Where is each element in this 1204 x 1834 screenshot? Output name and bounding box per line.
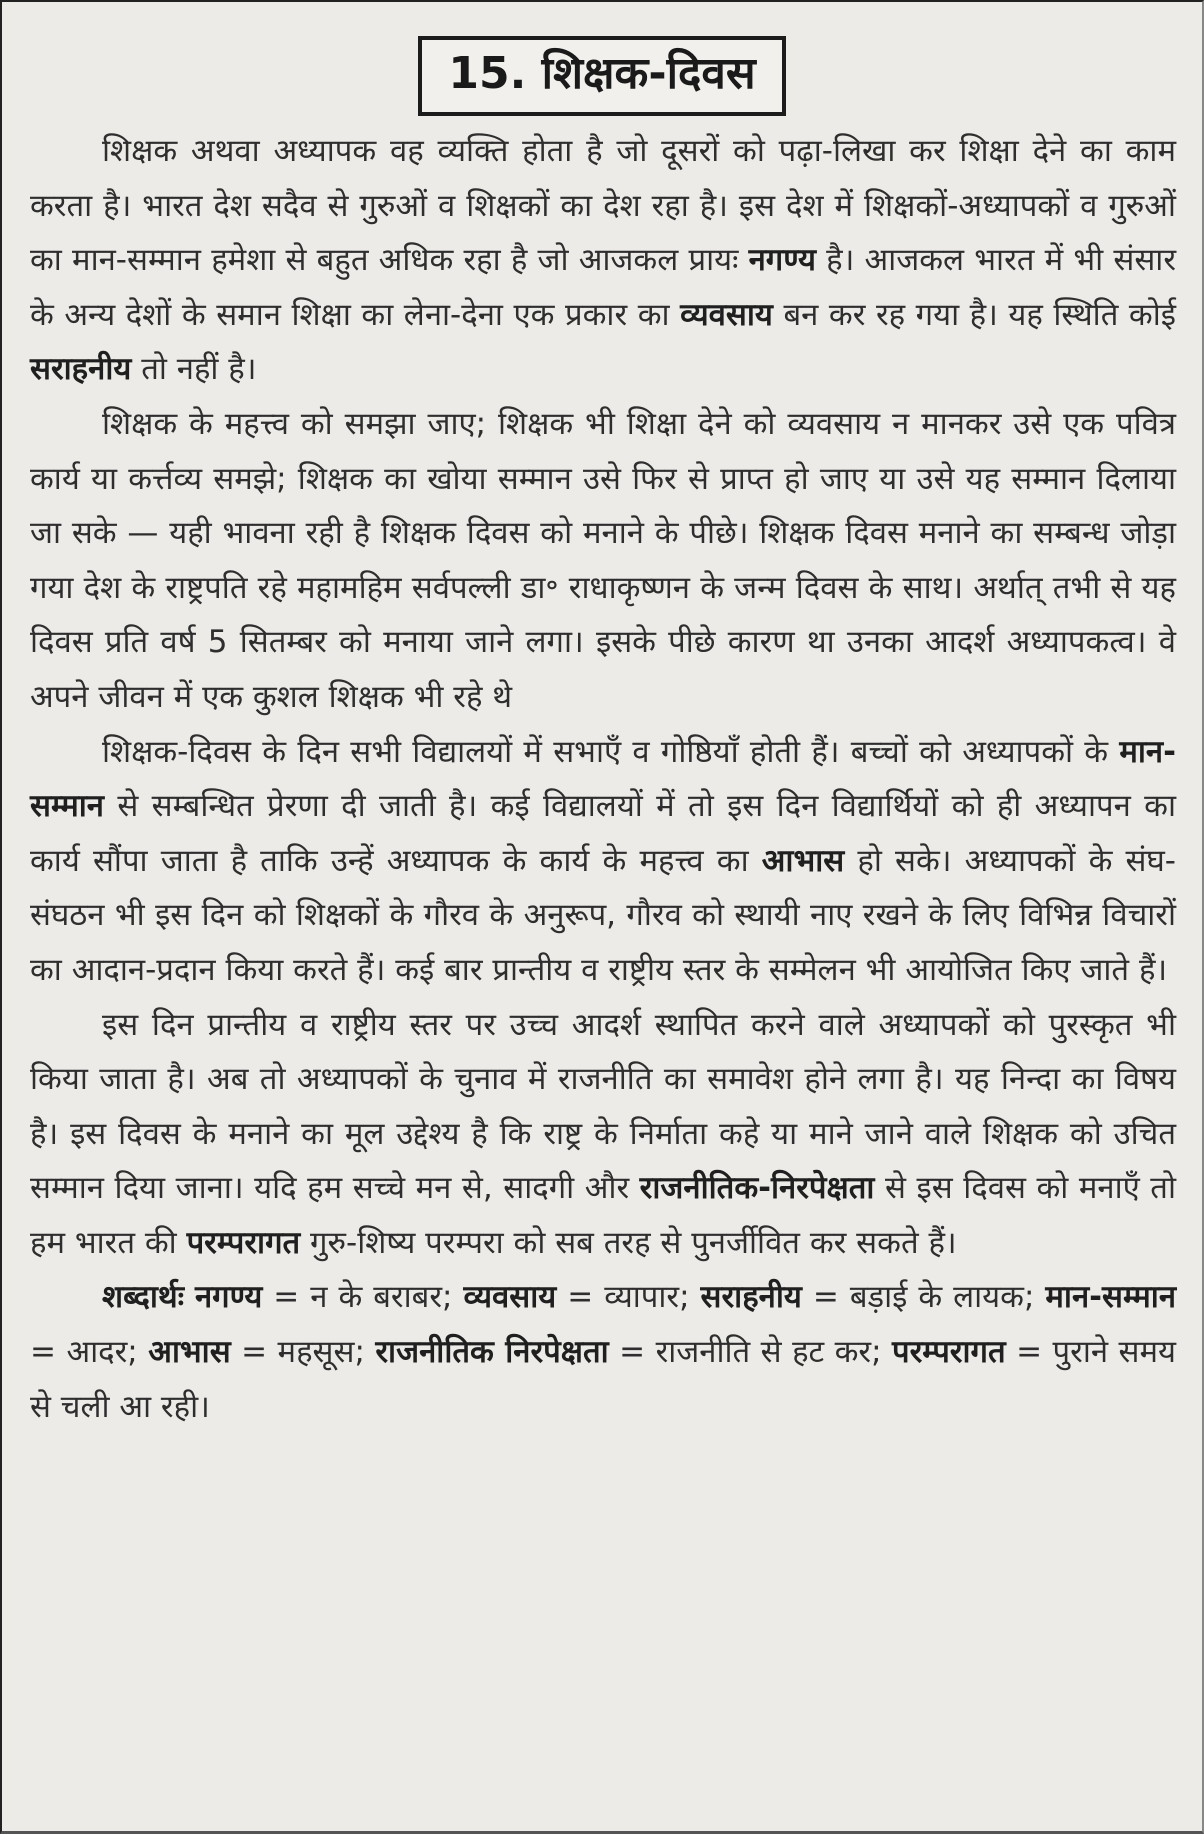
paragraph-3 [30, 725, 1176, 998]
paragraph-2 [30, 397, 1176, 725]
glossary-term: व्यवसाय [463, 1279, 557, 1316]
glossary-meaning: पुराने समय से चली आ रही। [30, 1334, 1176, 1425]
glossary-meaning: महसूस; [277, 1334, 365, 1371]
glossary [30, 1270, 1176, 1434]
bold-term: राजनीतिक-निरपेक्षता [639, 1170, 875, 1207]
bold-term: परम्परागत [186, 1224, 301, 1261]
glossary-term: परम्परागत [892, 1334, 1006, 1371]
title-area [2, 36, 1202, 116]
text-run: बन कर रह गया है। यह स्थिति कोई [772, 296, 1176, 333]
bold-term: व्यवसाय [680, 296, 773, 333]
glossary-label: शब्दार्थः [102, 1279, 184, 1316]
glossary-term: सराहनीय [700, 1279, 802, 1316]
text-run: शिक्षक-दिवस के दिन सभी विद्यालयों में सभाएँ व गोष्ठियाँ होती हैं। बच्चों को अध्यापकों के [102, 733, 1120, 770]
paragraph-1 [30, 124, 1176, 397]
bold-term: मान-सम्मान [30, 733, 1176, 825]
glossary-meaning: व्यापार; [604, 1279, 690, 1316]
essay-title: 15. शिक्षक-दिवस [418, 36, 785, 116]
text-run: इस दिन प्रान्तीय व राष्ट्रीय स्तर पर उच्च आदर्श स्थापित करने वाले अध्यापकों को पुरस्कृत भी किया जाता है। अब तो अध्यापकों के चुनाव में राजनीति का समावेश होने लगा है। यह निन्दा का विषय है। इस दिवस के मनाने का मूल उद्देश्य है कि राष्ट्र के निर्माता कहे या माने जाने वाले शिक्षक को उचित सम्मान दिया जाना। यदि हम सच्चे मन से, सादगी और [30, 1006, 1176, 1207]
glossary-term: आभास [148, 1334, 231, 1371]
paragraph-4 [30, 998, 1176, 1271]
bold-term: सराहनीय [30, 351, 132, 388]
bold-term: आभास [761, 842, 845, 879]
glossary-term: नगण्य [194, 1279, 263, 1316]
text-run: गुरु-शिष्य परम्परा को सब तरह से पुनर्जीवित कर सकते हैं। [300, 1224, 957, 1261]
glossary-entries: नगण्य = न के बराबर; व्यवसाय = व्यापार; सराहनीय = बड़ाई के लायक; मान-सम्मान = आदर; आभास = महसूस; राजनीतिक निरपेक्षता = राजनीति से हट कर; परम्परागत = पुराने समय से चली आ रही। [30, 1279, 1177, 1425]
text-run: हो सके। अध्यापकों के संघ-संघठन भी इस दिन को शिक्षकों के गौरव के अनुरूप, गौरव को स्थायी नाए रखने के लिए विभिन्न विचारों का आदान-प्रदान किया करते हैं। कई बार प्रान्तीय व राष्ट्रीय स्तर के सम्मेलन भी आयोजित किए जाते हैं। [30, 842, 1176, 988]
glossary-term: मान-सम्मान [1045, 1279, 1177, 1316]
glossary-term: राजनीतिक निरपेक्षता [375, 1334, 609, 1371]
text-run: से इस दिवस को मनाएँ तो हम भारत की [30, 1170, 1176, 1261]
text-run: तो नहीं है। [131, 351, 257, 388]
glossary-meaning: न के बराबर; [310, 1279, 453, 1316]
glossary-meaning: राजनीति से हट कर; [655, 1334, 882, 1371]
text-run: से सम्बन्धित प्रेरणा दी जाती है। कई विद्यालयों में तो इस दिन विद्यार्थियों को ही अध्यापन का कार्य सौंपा जाता है ताकि उन्हें अध्यापक के कार्य के महत्त्व का [30, 788, 1176, 879]
bold-term: नगण्य [748, 242, 816, 279]
text-run: शिक्षक अथवा अध्यापक वह व्यक्ति होता है जो दूसरों को पढ़ा-लिखा कर शिक्षा देने का काम करता है। भारत देश सदैव से गुरुओं व शिक्षकों का देश रहा है। इस देश में शिक्षकों-अध्यापकों व गुरुओं का मान-सम्मान हमेशा से बहुत अधिक रहा है जो आजकल प्रायः [30, 133, 1176, 279]
text-run: है। आजकल भारत में भी संसार के अन्य देशों के समान शिक्षा का लेना-देना एक प्रकार का [30, 242, 1177, 333]
glossary-meaning: बड़ाई के लायक; [849, 1279, 1035, 1316]
text-run: शिक्षक के महत्त्व को समझा जाए; शिक्षक भी शिक्षा देने को व्यवसाय न मानकर उसे एक पवित्र कार्य या कर्त्तव्य समझे; शिक्षक का खोया सम्मान उसे फिर से प्राप्त हो जाए या उसे यह सम्मान दिलाया जा सके — यही भावना रही है शिक्षक दिवस को मनाने के पीछे। शिक्षक दिवस मनाने का सम्बन्ध जोड़ा गया देश के राष्ट्रपति रहे महामहिम सर्वपल्ली डा॰ राधाकृष्णन के जन्म दिवस के साथ। अर्थात् तभी से यह दिवस प्रति वर्ष 5 सितम्बर को मनाया जाने लगा। इसके पीछे कारण था उनका आदर्श अध्यापकत्व। वे अपने जीवन में एक कुशल शिक्षक भी रहे थे [30, 405, 1176, 715]
essay-body [30, 124, 1176, 1434]
glossary-meaning: आदर; [66, 1334, 138, 1371]
